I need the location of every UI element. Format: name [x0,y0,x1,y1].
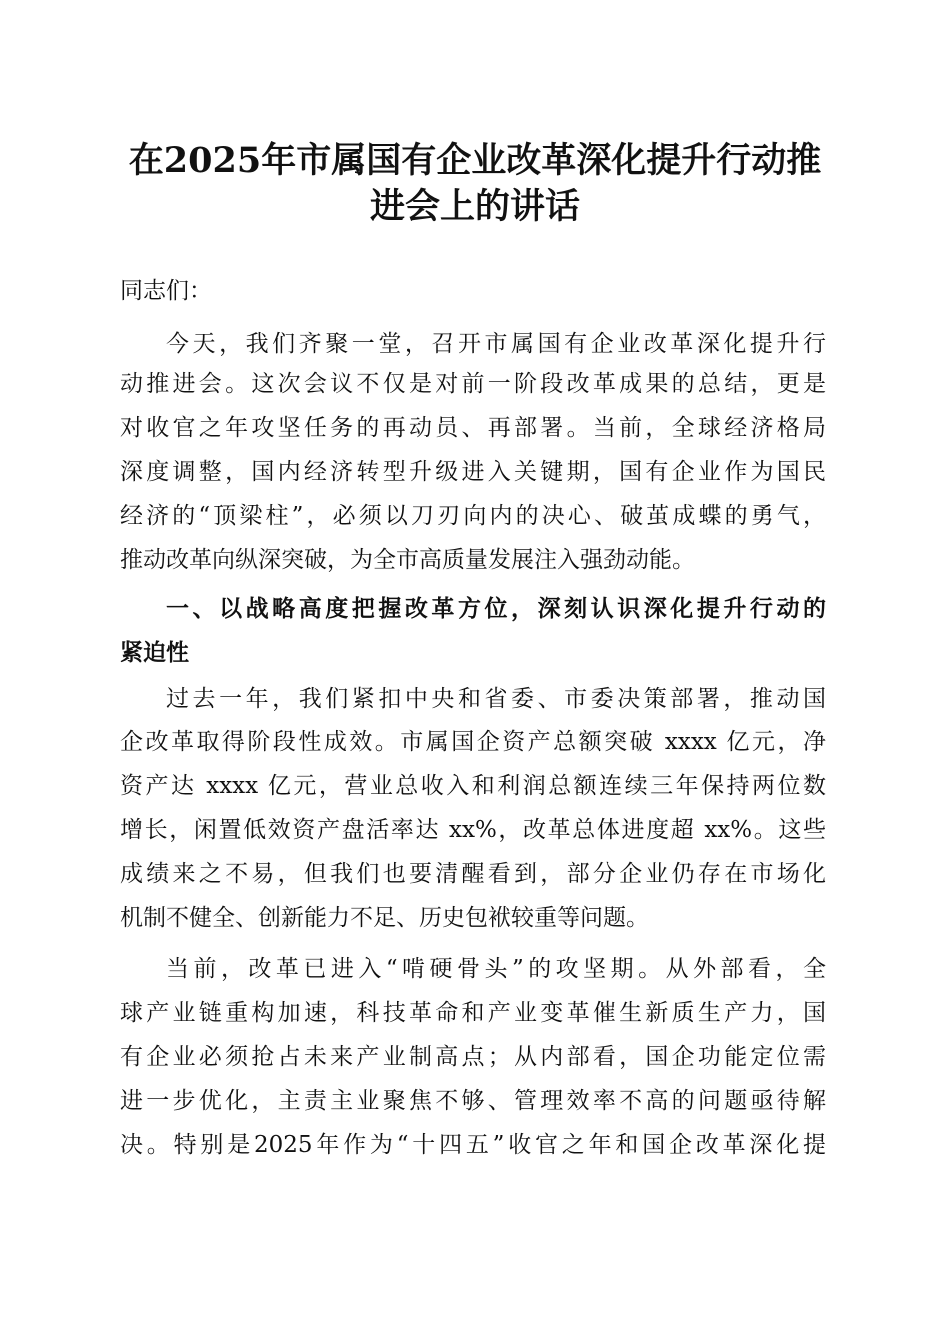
paragraph-2-line: 过去一年，我们紧扣中央和省委、市委决策部署，推动国 [166,686,826,712]
paragraph-3-line: 决。特别是2025年作为“十四五”收官之年和国企改革深化提 [120,1132,826,1158]
paragraph-2-line: 机制不健全、创新能力不足、历史包袱较重等问题。 [120,905,649,931]
salutation: 同志们： [120,278,212,304]
document-title-line-2: 进会上的讲话 [369,186,580,227]
paragraph-1-line: 今天，我们齐聚一堂，召开市属国有企业改革深化提升行 [166,331,826,357]
paragraph-1-line: 深度调整，国内经济转型升级进入关键期，国有企业作为国民 [120,459,826,485]
paragraph-2-line: 增长，闲置低效资产盘活率达 xx%，改革总体进度超 xx%。这些 [120,817,826,843]
paragraph-2-line: 成绩来之不易，但我们也要清醒看到，部分企业仍存在市场化 [120,861,826,887]
paragraph-1-line: 动推进会。这次会议不仅是对前一阶段改革成果的总结，更是 [120,371,826,397]
paragraph-3-line: 有企业必须抢占未来产业制高点；从内部看，国企功能定位需 [120,1044,826,1070]
section-heading-line: 紧迫性 [120,640,189,666]
document-title-line-1: 在2025年市属国有企业改革深化提升行动推 [128,140,822,181]
paragraph-2-line: 资产达 xxxx 亿元，营业总收入和利润总额连续三年保持两位数 [120,773,826,799]
paragraph-3-line: 进一步优化，主责主业聚焦不够、管理效率不高的问题亟待解 [120,1088,826,1114]
paragraph-3-line: 当前，改革已进入“啃硬骨头”的攻坚期。从外部看，全 [166,956,826,982]
paragraph-1-line: 经济的“顶梁柱”，必须以刀刃向内的决心、破茧成蝶的勇气， [120,503,826,529]
paragraph-2-line: 企改革取得阶段性成效。市属国企资产总额突破 xxxx 亿元，净 [120,729,826,755]
paragraph-1-line: 对收官之年攻坚任务的再动员、再部署。当前，全球经济格局 [120,415,826,441]
section-heading-line: 一、以战略高度把握改革方位，深刻认识深化提升行动的 [166,596,826,622]
paragraph-1-line: 推动改革向纵深突破，为全市高质量发展注入强劲动能。 [120,547,695,573]
paragraph-3-line: 球产业链重构加速，科技革命和产业变革催生新质生产力，国 [120,1000,826,1026]
